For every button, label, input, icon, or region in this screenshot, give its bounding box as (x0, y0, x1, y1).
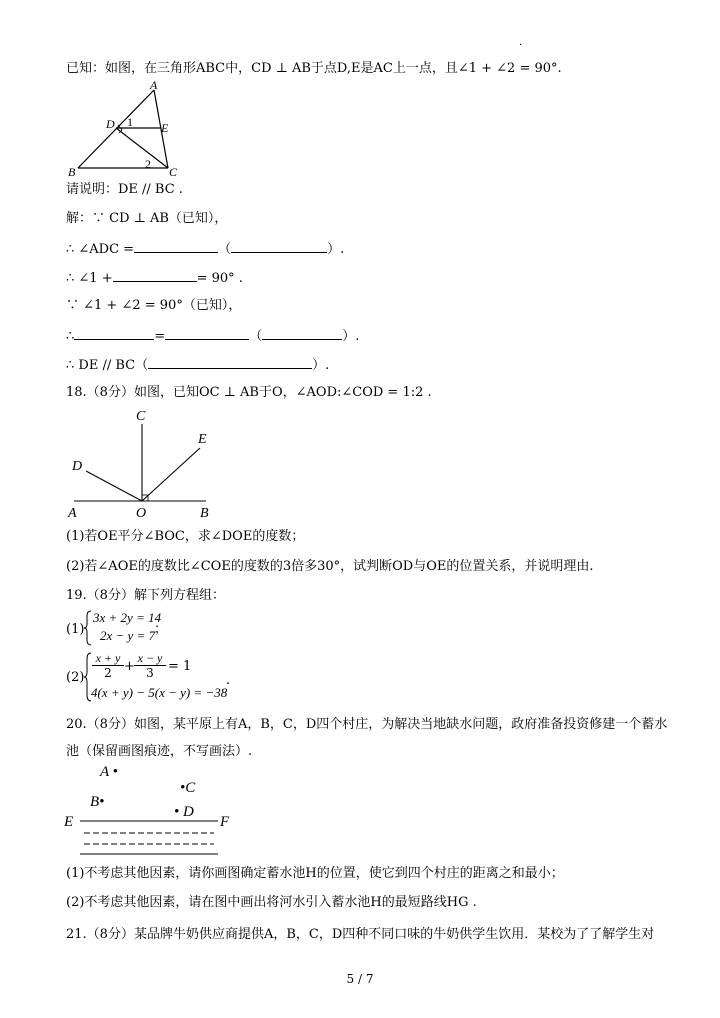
blank[interactable] (165, 326, 249, 340)
q19-p2-end: . (226, 673, 231, 688)
q19-p2-rhs1: = 1 (168, 659, 192, 674)
q18-label-e: E (198, 432, 207, 447)
q20-figure (62, 760, 242, 860)
q19-p1-end: ； (154, 622, 168, 637)
q17-sol4: ∵ ∠1 + ∠2 = 90°（已知）， (66, 298, 242, 313)
q17-sol2: ∴ ∠ADC = （ ）. (66, 239, 344, 259)
q21-stem: 21.（8分）某品牌牛奶供应商提供A，B，C，D四种不同口味的牛奶供学生饮用．某校为了了解学生对 (66, 927, 655, 942)
q20-label-f: F (220, 814, 230, 830)
q18-label-d: D (72, 459, 83, 474)
q17-given: 已知：如图，在三角形ABC中，CD ⊥ AB于点D,E是AC上一点，且∠1 + ∠2 = 90°. (66, 61, 562, 76)
q17-prove: 请说明：DE // BC . (66, 182, 183, 197)
q19-p1-brace (84, 610, 92, 646)
q18-label-o: O (136, 506, 147, 520)
q17-sol6: ∴ DE // BC（ ）. (66, 355, 329, 375)
q18-ray-od (86, 471, 142, 501)
blank[interactable] (134, 239, 218, 253)
q19-stem: 19.（8分）解下列方程组： (66, 588, 225, 603)
q20-label-e: E (64, 814, 74, 830)
q17-sol5: ∴ = （ ）. (66, 326, 359, 346)
top-mark: · (519, 40, 523, 51)
q20-label-d: • D (174, 804, 194, 820)
q18-label-b: B (200, 506, 209, 520)
q19-p1-eq1: 3x + 2y = 14 (93, 610, 162, 625)
q18-label-c: C (136, 409, 146, 424)
q20-label-b: B• (90, 794, 105, 810)
q18-ray-oe (142, 448, 200, 501)
q17-sol3: ∴ ∠1 + = 90° . (66, 268, 243, 288)
q20-label-a: A • (100, 764, 118, 780)
q19-p1-label: (1) (66, 622, 85, 637)
blank[interactable] (113, 268, 197, 282)
q17-label-c: C (169, 165, 178, 178)
q17-label-e: E (161, 121, 169, 135)
page-number: 5 / 7 (346, 972, 374, 986)
q17-label-b: B (68, 165, 76, 178)
q17-label-d: D (106, 117, 115, 131)
q20-label-c: •C (180, 780, 196, 796)
q18-label-a: A (68, 506, 77, 520)
q17-figure (64, 78, 194, 178)
q19-p2-eq2: 4(x + y) − 5(x − y) = −38 (91, 685, 228, 700)
q19-p1-eq2: 2x − y = 7 (100, 628, 156, 643)
blank[interactable] (231, 239, 327, 253)
q17-label-2: 2 (145, 157, 151, 171)
q20-p1: (1)不考虑其他因素，请你画图确定蓄水池H的位置，使它到四个村庄的距离之和最小； (66, 866, 564, 881)
q19-p2-frac2: x − y 3 (134, 651, 166, 680)
q20-stem1: 20.（8分）如图，某平原上有A，B，C，D四个村庄，为解决当地缺水问题，政府准备投资修建一个蓄水 (66, 717, 668, 732)
q17-label-1: 1 (127, 115, 133, 129)
q19-p2-plus: + (124, 659, 135, 674)
q19-p2-label: (2) (66, 670, 85, 685)
q17-label-a: A (150, 78, 158, 92)
q19-p2-frac1: x + y 2 (92, 651, 124, 680)
blank[interactable] (74, 326, 154, 340)
q20-stem2: 池（保留画图痕迹，不写画法）. (66, 744, 253, 759)
q18-figure (64, 404, 224, 520)
q17-side-ab (78, 90, 154, 168)
q18-stem: 18.（8分）如图，已知OC ⊥ AB于O，∠AOD:∠COD = 1:2 . (66, 385, 432, 400)
q17-sol1: 解：∵ CD ⊥ AB（已知）， (66, 211, 228, 226)
q18-p1: (1)若OE平分∠BOC，求∠DOE的度数； (66, 529, 305, 544)
blank[interactable] (262, 326, 342, 340)
blank[interactable] (148, 355, 312, 369)
q20-p2: (2)不考虑其他因素，请在图中画出将河水引入蓄水池H的最短路线HG . (66, 895, 477, 910)
q18-p2: (2)若∠AOE的度数比∠COE的度数的3倍多30°，试判断OD与OE的位置关系，并说明理由. (66, 559, 594, 574)
